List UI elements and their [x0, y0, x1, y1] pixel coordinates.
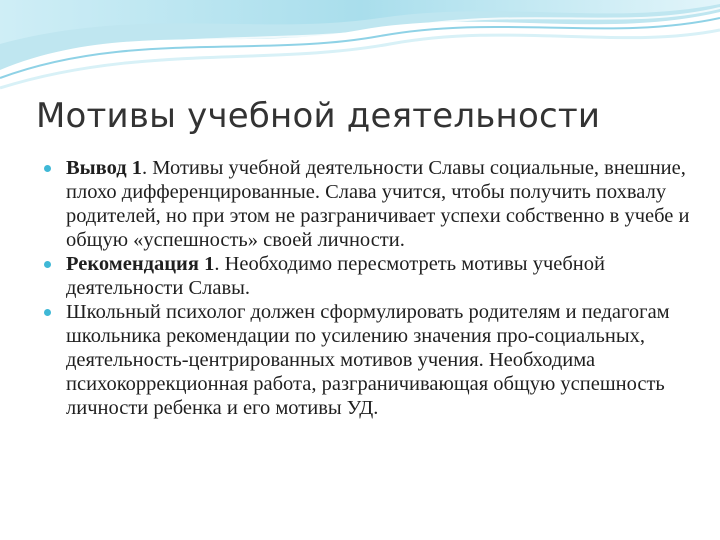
bullet-lead: Вывод 1 — [66, 157, 143, 179]
bullet-dot-icon — [44, 165, 51, 172]
bullet-text: . Мотивы учебной деятельности Славы социальные, внешние, плохо дифференцированные. Слава учится, чтобы получить похвалу родителей, но при этом не разграничивает успехи собственно в учебе и общую «успешность» своей личности. — [66, 157, 690, 251]
bullet-item-psychologist — [44, 300, 694, 420]
bullet-text: Школьный психолог должен сформулировать родителям и педагогам школьника рекомендации по усилению значения про-социальных, деятельность-центрированных мотивов учения. Необходима психокоррекционная работа, разграничивающая общую успешность личности ребенка и его мотивы УД. — [66, 301, 670, 419]
slide-title: Мотивы учебной деятельности — [36, 96, 601, 136]
bullet-list — [44, 156, 694, 420]
bullet-lead: Рекомендация 1 — [66, 253, 215, 275]
decorative-wave-header — [0, 0, 720, 100]
bullet-dot-icon — [44, 261, 51, 268]
bullet-text: . Необходимо пересмотреть мотивы учебной деятельности Славы. — [66, 253, 605, 299]
bullet-item-conclusion — [44, 156, 694, 252]
bullet-item-recommendation — [44, 252, 694, 300]
bullet-dot-icon — [44, 309, 51, 316]
